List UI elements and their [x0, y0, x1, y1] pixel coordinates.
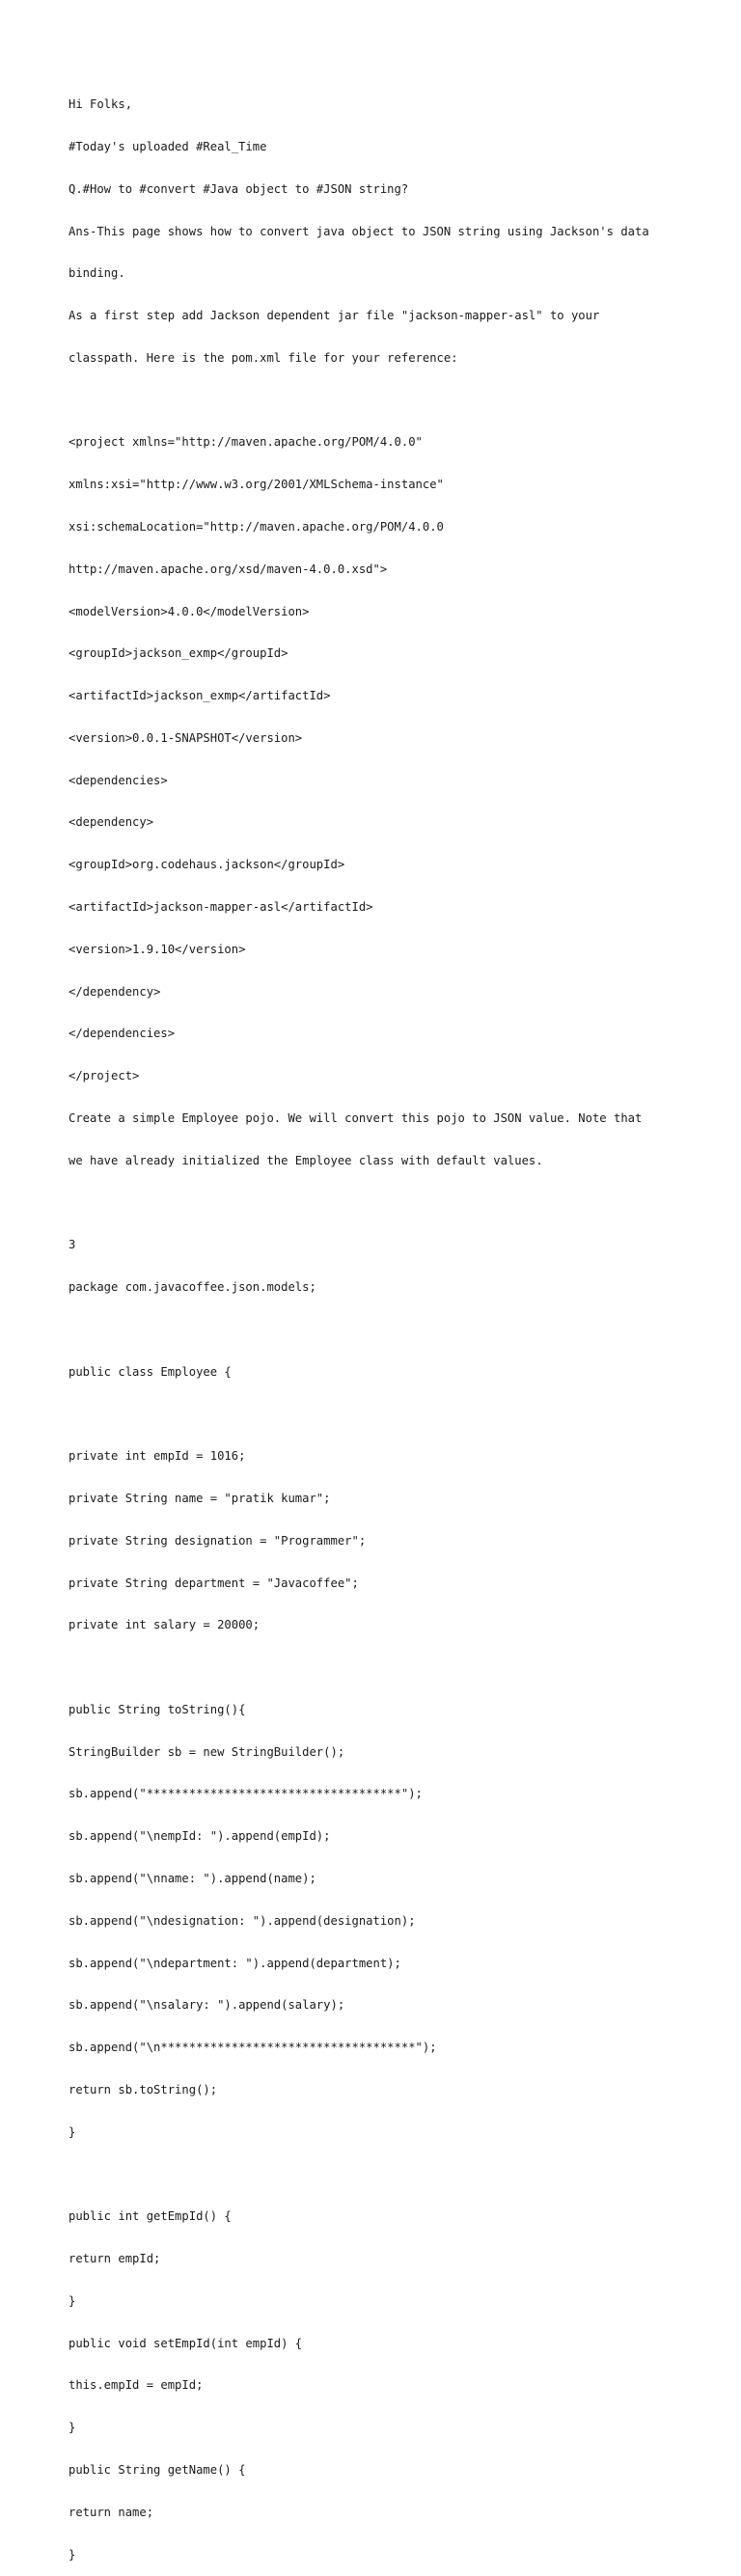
code-line: } [69, 2547, 76, 2562]
blank-line [69, 394, 686, 408]
document-page [69, 69, 686, 2576]
code-line: return name; [69, 2505, 154, 2519]
text-line: Create a simple Employee pojo. We will convert this pojo to JSON value. Note that [69, 1110, 643, 1125]
code-line: <version>1.9.10</version> [69, 942, 246, 956]
code-line: <groupId>jackson_exmp</groupId> [69, 646, 288, 661]
code-line: xsi:schemaLocation="http://maven.apache.org/POM/4.0.0 [69, 520, 444, 534]
code-line: } [69, 2293, 76, 2308]
code-line: } [69, 2124, 76, 2139]
text-line: classpath. Here is the pom.xml file for your reference: [69, 350, 458, 365]
blank-line [69, 1323, 686, 1337]
code-line: <artifactId>jackson_exmp</artifactId> [69, 689, 331, 703]
blank-line [69, 1660, 686, 1675]
code-line: private String department = "Javacoffee"; [69, 1576, 359, 1590]
code-line: <groupId>org.codehaus.jackson</groupId> [69, 858, 345, 872]
code-line: </dependencies> [69, 1027, 176, 1041]
code-line: return empId; [69, 2252, 161, 2266]
text-line: #Today's uploaded #Real_Time [69, 139, 267, 153]
code-line: sb.append("\ndepartment: ").append(department); [69, 1956, 401, 1970]
code-line: return sb.toString(); [69, 2082, 218, 2096]
code-line: <artifactId>jackson-mapper-asl</artifactId> [69, 900, 373, 915]
blank-line [69, 1196, 686, 1211]
code-line: StringBuilder sb = new StringBuilder(); [69, 1744, 345, 1759]
code-line: private String designation = "Programmer"; [69, 1533, 367, 1548]
code-line: private int salary = 20000; [69, 1618, 261, 1632]
code-line: <dependencies> [69, 773, 168, 787]
code-line: package com.javacoffee.json.models; [69, 1280, 316, 1295]
code-line: <version>0.0.1-SNAPSHOT</version> [69, 730, 303, 745]
code-line: private int empId = 1016; [69, 1449, 246, 1464]
code-line: this.empId = empId; [69, 2378, 204, 2393]
code-line: public void setEmpId(int empId) { [69, 2336, 303, 2350]
code-line: sb.append("************************************"); [69, 1787, 423, 1801]
code-line: public String getName() { [69, 2462, 246, 2477]
code-line: public String toString(){ [69, 1702, 246, 1716]
code-line: http://maven.apache.org/xsd/maven-4.0.0.xsd"> [69, 562, 388, 576]
code-line: xmlns:xsi="http://www.w3.org/2001/XMLSchema-instance" [69, 478, 444, 492]
blank-line [69, 2167, 686, 2181]
text-line: 3 [69, 1238, 76, 1252]
code-line: <dependency> [69, 815, 154, 830]
text-line: binding. [69, 266, 125, 281]
code-line: </dependency> [69, 984, 161, 999]
code-line: </project> [69, 1069, 140, 1083]
code-line: sb.append("\n************************************"); [69, 2041, 437, 2055]
blank-line [69, 1407, 686, 1421]
code-line: <modelVersion>4.0.0</modelVersion> [69, 604, 310, 618]
code-line: sb.append("\nname: ").append(name); [69, 1872, 316, 1885]
text-line: As a first step add Jackson dependent jar file "jackson-mapper-asl" to your [69, 309, 600, 323]
text-line: we have already initialized the Employee class with default values. [69, 1153, 543, 1167]
text-line: Hi Folks, [69, 97, 133, 112]
code-line: <project xmlns="http://maven.apache.org/POM/4.0.0" [69, 435, 423, 450]
code-line: sb.append("\ndesignation: ").append(designation); [69, 1913, 416, 1928]
code-line: sb.append("\nempId: ").append(empId); [69, 1829, 331, 1844]
code-line: private String name = "pratik kumar"; [69, 1491, 331, 1505]
text-line: Ans-This page shows how to convert java object to JSON string using Jackson's data [69, 224, 649, 238]
code-line: public int getEmpId() { [69, 2209, 232, 2224]
code-line: } [69, 2421, 76, 2435]
code-line: public class Employee { [69, 1364, 232, 1379]
code-line: sb.append("\nsalary: ").append(salary); [69, 1998, 345, 2013]
text-line: Q.#How to #convert #Java object to #JSON string? [69, 181, 409, 196]
